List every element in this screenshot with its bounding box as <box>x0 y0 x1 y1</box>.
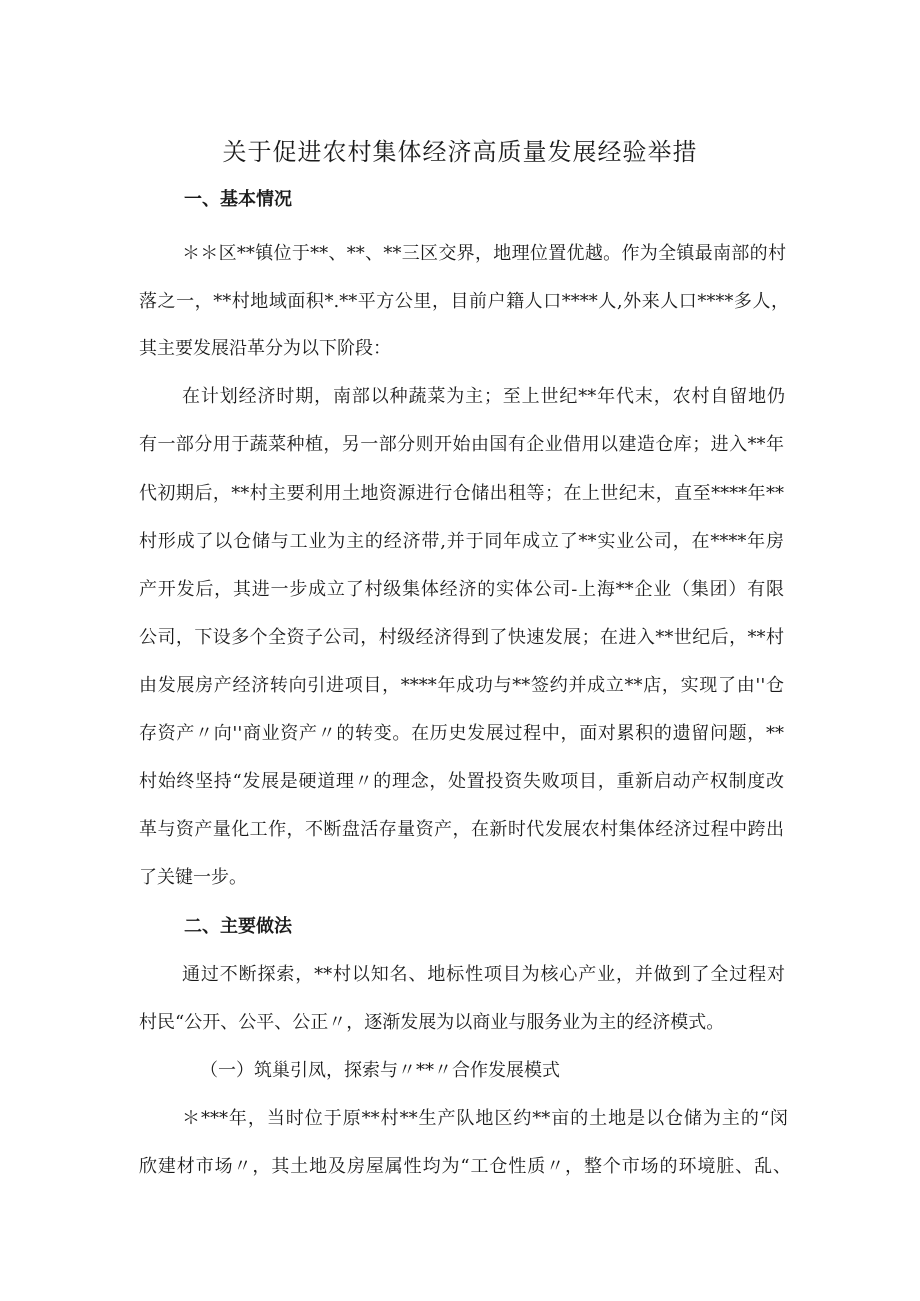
section-heading-main-practices: 二、主要做法 <box>184 916 292 937</box>
paragraph-line: 其主要发展沿革分为以下阶段： <box>139 338 391 359</box>
paragraph-line: 欣建材市场〃，其土地及房屋属性均为“工仓性质〃，整个市场的环境脏、乱、 <box>139 1156 791 1177</box>
paragraph-line: 革与资产量化工作，不断盘活存量资产，在新时代发展农村集体经济过程中跨出 <box>139 819 784 840</box>
document-title: 关于促进农村集体经济高质量发展经验举措 <box>222 138 698 166</box>
paragraph-line: 公司，下设多个全资子公司，村级经济得到了快速发展；在进入**世纪后，**村 <box>139 627 784 648</box>
paragraph-line: 有一部分用于蔬菜种植，另一部分则开始由国有企业借用以建造仓库；进入**年 <box>139 434 784 455</box>
paragraph-line: 由发展房产经济转向引进项目，****年成功与**签约并成立**店，实现了由''仓 <box>139 675 784 696</box>
paragraph-line: 代初期后，**村主要利用土地资源进行仓储出租等；在上世纪末，直至****年** <box>139 483 784 504</box>
paragraph-line: 了关键一步。 <box>139 867 247 888</box>
paragraph-line: 产开发后，其进一步成立了村级集体经济的实体公司-上海**企业（集团）有限 <box>139 579 784 600</box>
paragraph-line: ＊＊区**镇位于**、**、**三区交界，地理位置优越。作为全镇最南部的村 <box>182 243 786 264</box>
paragraph-line: 在计划经济时期，南部以种蔬菜为主；至上世纪**年代末，农村自留地仍 <box>182 386 785 407</box>
paragraph-line: 通过不断探索，**村以知名、地标性项目为核心产业，并做到了全过程对 <box>182 964 785 985</box>
paragraph-line: 村始终坚持“发展是硬道理〃的理念，处置投资失败项目，重新启动产权制度改 <box>139 771 784 792</box>
paragraph-line: 村形成了以仓储与工业为主的经济带,并于同年成立了**实业公司，在****年房 <box>139 531 784 552</box>
paragraph-line: 村民“公开、公平、公正〃，逐渐发展为以商业与服务业为主的经济模式。 <box>139 1012 725 1033</box>
paragraph-line: ＊***年，当时位于原**村**生产队地区约**亩的土地是以仓储为主的“闵 <box>182 1108 788 1129</box>
paragraph-line: 落之一，**村地域面积*.**平方公里，目前户籍人口****人,外来人口****多人， <box>139 291 789 312</box>
subsection-heading: （一）筑巢引凤，探索与〃**〃合作发展模式 <box>200 1060 560 1081</box>
section-heading-basic-situation: 一、基本情况 <box>184 189 292 210</box>
paragraph-line: 存资产〃向''商业资产〃的转变。在历史发展过程中，面对累积的遗留问题，** <box>139 723 784 744</box>
